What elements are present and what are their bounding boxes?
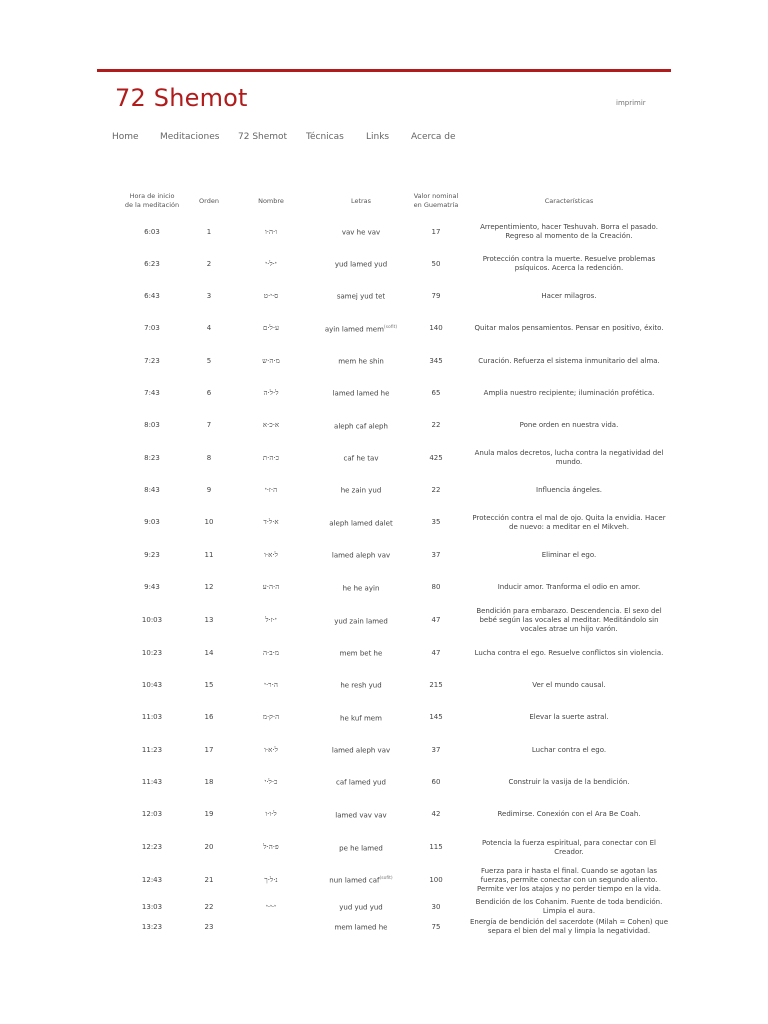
cell-order: 20	[204, 843, 214, 851]
cell-letters	[316, 280, 406, 312]
table-row	[112, 637, 672, 669]
cell-letters	[316, 345, 406, 377]
letters-text: ayin lamed mem	[324, 325, 384, 334]
cell-description	[466, 312, 672, 345]
cell-value: 75	[431, 922, 441, 931]
cell-letters	[316, 896, 406, 918]
cell-description	[466, 280, 672, 312]
cell-order: 17	[204, 745, 214, 754]
print-link[interactable]: imprimir	[616, 99, 646, 107]
cell-time: 7:03	[144, 324, 160, 332]
cell-time: 6:03	[144, 227, 160, 236]
cell-order: 7	[206, 421, 212, 429]
description-line: Amplia nuestro recipiente; iluminación profética.	[483, 388, 655, 397]
cell-value: 30	[431, 902, 441, 911]
table-row	[112, 474, 672, 506]
col-header-time	[112, 186, 192, 216]
cell-letters	[316, 831, 406, 864]
letters-text: mem lamed he	[334, 923, 388, 932]
cell-description	[466, 864, 672, 896]
description-line: Bendición de los Cohanim. Fuente de toda bendición.	[475, 898, 663, 906]
cell-order: 3	[206, 291, 212, 300]
cell-time: 8:23	[144, 453, 160, 462]
cell-time: 12:03	[141, 810, 163, 818]
col-header-value-line1: Valor nominal	[413, 192, 459, 200]
table-row	[112, 312, 672, 345]
cell-value: 65	[431, 388, 441, 397]
cell-order: 13	[204, 616, 214, 624]
cell-description	[466, 896, 672, 918]
cell-value: 79	[431, 291, 441, 300]
nav-72-shemot[interactable]: 72 Shemot	[238, 132, 288, 142]
cell-order: 18	[204, 777, 214, 786]
description-line: Ver el mundo causal.	[532, 680, 606, 689]
nav-links[interactable]: Links	[366, 132, 390, 142]
cell-hebrew-name: א·ל·ד	[263, 518, 279, 526]
cell-hebrew-name: י·י·י	[266, 902, 276, 911]
cell-letters	[316, 864, 406, 896]
cell-order: 6	[206, 388, 212, 397]
cell-value: 140	[429, 324, 443, 332]
letters-text: lamed lamed he	[332, 389, 390, 398]
cell-letters	[316, 442, 406, 474]
table-row	[112, 539, 672, 571]
cell-hebrew-name: ס·י·ט	[263, 291, 279, 300]
cell-order: 22	[204, 902, 214, 911]
cell-time: 10:03	[141, 616, 163, 624]
col-header-desc: Características	[544, 196, 594, 205]
letters-text: vav he vav	[341, 228, 381, 237]
cell-hebrew-name: ה·ז·י	[264, 485, 278, 494]
description-line: Hacer milagros.	[541, 291, 597, 300]
table-row	[112, 604, 672, 637]
letters-text: caf he tav	[343, 454, 379, 463]
description-line: Pone orden en nuestra vida.	[519, 421, 619, 429]
description-line: Influencia ángeles.	[536, 485, 602, 494]
cell-order: 5	[206, 356, 212, 365]
table-row	[112, 766, 672, 798]
cell-description	[466, 345, 672, 377]
table-row	[112, 248, 672, 280]
letters-text: he zain yud	[340, 486, 382, 495]
cell-value: 37	[431, 745, 441, 754]
cell-value: 145	[429, 713, 443, 721]
cell-value: 35	[431, 518, 441, 526]
cell-time: 7:23	[144, 356, 160, 365]
header-rule	[97, 69, 671, 72]
cell-description	[466, 734, 672, 766]
cell-time: 11:43	[141, 777, 163, 786]
cell-letters	[316, 604, 406, 637]
description-line: fuerzas, permite conectar con un segundo aliento.	[480, 875, 658, 884]
letters-text: aleph caf aleph	[334, 422, 388, 431]
cell-hebrew-name: ל·א·ו	[264, 550, 278, 559]
letters-text: mem he shin	[338, 357, 384, 366]
table-row	[112, 896, 672, 918]
cell-hebrew-name: ל·א·ו	[264, 745, 278, 754]
cell-letters	[316, 506, 406, 539]
cell-letters	[316, 798, 406, 831]
description-line: Fuerza para ir hasta el final. Cuando se agotan las	[480, 866, 658, 875]
description-line: de nuevo: a meditar en el Mikveh.	[509, 522, 629, 531]
description-line: vocales atrae un hijo varón.	[520, 625, 618, 633]
cell-letters	[316, 409, 406, 442]
cell-order: 14	[204, 648, 214, 657]
cell-time: 9:43	[144, 583, 160, 591]
cell-description	[466, 701, 672, 734]
table-row	[112, 864, 672, 896]
cell-description	[466, 409, 672, 442]
cell-time: 9:23	[144, 550, 160, 559]
cell-letters	[316, 312, 406, 345]
letters-text: lamed vav vav	[335, 811, 387, 820]
cell-hebrew-name: ו·ה·ו	[264, 227, 278, 236]
cell-description	[466, 604, 672, 637]
cell-description	[466, 831, 672, 864]
cell-hebrew-name: א·כ·א	[262, 421, 280, 429]
cell-value: 22	[431, 421, 441, 429]
cell-description	[466, 798, 672, 831]
cell-order: 12	[204, 583, 214, 591]
description-line: Arrepentimiento, hacer Teshuvah. Borra el pasado.	[480, 223, 658, 231]
cell-order: 16	[204, 713, 214, 721]
cell-order: 4	[206, 324, 212, 332]
cell-description	[466, 506, 672, 539]
cell-value: 100	[429, 875, 443, 884]
table-row	[112, 216, 672, 248]
cell-value: 47	[431, 648, 441, 657]
cell-order: 8	[206, 453, 212, 462]
cell-time: 11:03	[141, 713, 163, 721]
table-row	[112, 734, 672, 766]
cell-hebrew-name: מ·ה·ש	[262, 356, 280, 365]
cell-letters	[316, 571, 406, 604]
col-header-value	[406, 186, 466, 216]
cell-time: 12:43	[141, 875, 163, 884]
table-row	[112, 409, 672, 442]
nav-meditaciones[interactable]: Meditaciones	[160, 132, 220, 142]
cell-description	[466, 669, 672, 701]
description-line: Regreso al momento de la Creación.	[505, 232, 633, 240]
description-line: Curación. Refuerza el sistema inmunitario del alma.	[478, 356, 660, 365]
cell-letters	[316, 474, 406, 506]
description-line: Luchar contra el ego.	[531, 745, 607, 754]
cell-value: 22	[431, 485, 441, 494]
cell-time: 6:23	[144, 259, 160, 268]
letters-text: pe he lamed	[339, 844, 383, 853]
cell-time: 8:03	[144, 421, 160, 429]
cell-value: 37	[431, 550, 441, 559]
cell-value: 42	[431, 810, 441, 818]
nav-tecnicas[interactable]: Técnicas	[306, 132, 344, 142]
cell-hebrew-name: ה·ר·י	[264, 680, 278, 689]
cell-time: 8:43	[144, 485, 160, 494]
cell-order: 15	[204, 680, 214, 689]
cell-time: 10:43	[141, 680, 163, 689]
description-line: Eliminar el ego.	[541, 550, 597, 559]
sofit-note: (sofit)	[379, 876, 393, 882]
cell-letters	[316, 734, 406, 766]
cell-value: 60	[431, 777, 441, 786]
cell-description	[466, 637, 672, 669]
cell-value: 50	[431, 259, 441, 268]
cell-time: 9:03	[144, 518, 160, 526]
cell-hebrew-name: ל·ל·ה	[263, 388, 279, 397]
description-line: Limpia el aura.	[542, 907, 596, 915]
description-line: Lucha contra el ego. Resuelve conflictos sin violencia.	[474, 648, 664, 657]
description-line: Quitar malos pensamientos. Pensar en positivo, éxito.	[474, 324, 664, 332]
table-header-row	[112, 186, 672, 216]
cell-hebrew-name: נ·ל·ך	[264, 875, 278, 884]
cell-value: 215	[429, 680, 443, 689]
cell-value: 425	[429, 453, 443, 462]
cell-letters	[316, 216, 406, 248]
cell-value: 17	[431, 227, 441, 236]
description-line: Inducir amor. Tranforma el odio en amor.	[497, 583, 641, 591]
letters-text: lamed aleph vav	[331, 551, 391, 560]
cell-hebrew-name: י·ז·ל	[265, 616, 277, 624]
cell-value: 115	[429, 843, 443, 851]
col-header-letters: Letras	[350, 196, 372, 205]
description-line: Creador.	[554, 847, 584, 856]
cell-letters	[316, 377, 406, 409]
description-line: separa el bien del mal y limpia la negatividad.	[487, 927, 651, 935]
letters-text: samej yud tet	[336, 292, 386, 301]
description-line: Protección contra el mal de ojo. Quita la envidia. Hacer	[472, 513, 666, 522]
table-row	[112, 442, 672, 474]
cell-description	[466, 248, 672, 280]
cell-value: 80	[431, 583, 441, 591]
cell-description	[466, 766, 672, 798]
table-row	[112, 831, 672, 864]
cell-hebrew-name: כ·ל·י	[264, 777, 278, 786]
sofit-note: (sofit)	[383, 324, 398, 330]
cell-description	[466, 918, 672, 936]
letters-text: mem bet he	[339, 649, 383, 658]
cell-hebrew-name: ל·ו·ו	[265, 810, 277, 818]
col-header-time-line2: de la meditación	[124, 201, 180, 209]
cell-description	[466, 539, 672, 571]
cell-time: 13:23	[141, 922, 163, 931]
names-table	[112, 186, 672, 936]
cell-value: 345	[429, 356, 443, 365]
cell-order: 23	[204, 922, 214, 931]
cell-hebrew-name	[226, 918, 316, 936]
cell-order: 21	[204, 875, 214, 884]
cell-order: 2	[206, 259, 212, 268]
description-line: psíquicos. Acerca la redención.	[514, 264, 624, 272]
description-line: Redimirse. Conexión con el Ara Be Coah.	[497, 810, 641, 818]
cell-order: 19	[204, 810, 214, 818]
cell-hebrew-name: ה·ה·ע	[262, 583, 280, 591]
cell-letters	[316, 637, 406, 669]
cell-time: 11:23	[141, 745, 163, 754]
cell-description	[466, 442, 672, 474]
letters-text: yud yud yud	[339, 903, 383, 912]
col-header-value-line2: en Guematría	[413, 201, 459, 209]
cell-hebrew-name: כ·ה·ת	[262, 453, 280, 462]
description-line: Elevar la suerte astral.	[529, 713, 609, 721]
cell-hebrew-name: פ·ה·ל	[263, 843, 279, 851]
cell-time: 10:23	[141, 648, 163, 657]
description-line: Anula malos decretos, lucha contra la negatividad del	[474, 449, 664, 457]
cell-letters	[316, 248, 406, 280]
table-body	[112, 216, 672, 936]
letters-text: he he ayin	[342, 584, 380, 593]
description-line: Construir la vasija de la bendición.	[508, 777, 630, 786]
cell-hebrew-name: ע·ל·ם	[262, 324, 280, 332]
letters-text: yud zain lamed	[334, 617, 388, 626]
letters-text: aleph lamed dalet	[329, 519, 393, 528]
col-header-time-line1: Hora de inicio	[129, 192, 175, 200]
description-line: mundo.	[555, 458, 583, 466]
col-header-name: Nombre	[258, 196, 284, 205]
cell-time: 6:43	[144, 291, 160, 300]
description-line: Bendición para embarazo. Descendencia. El sexo del	[476, 607, 662, 615]
table-row	[112, 798, 672, 831]
table-row	[112, 377, 672, 409]
letters-text: nun lamed caf	[329, 876, 380, 885]
cell-hebrew-name: מ·ב·ה	[263, 648, 279, 657]
table-row	[112, 345, 672, 377]
description-line: bebé según las vocales al meditar. Meditándolo sin	[479, 616, 659, 624]
letters-text: he resh yud	[340, 681, 382, 690]
col-header-order: Orden	[199, 196, 219, 205]
letters-text: caf lamed yud	[336, 778, 386, 787]
description-line: Permite ver los atajos y no perder tiempo en la vida.	[476, 884, 662, 893]
cell-order: 11	[204, 550, 214, 559]
cell-description	[466, 216, 672, 248]
cell-description	[466, 474, 672, 506]
cell-letters	[316, 766, 406, 798]
letters-text: yud lamed yud	[334, 260, 388, 269]
table-row	[112, 669, 672, 701]
cell-letters	[316, 918, 406, 936]
cell-letters	[316, 701, 406, 734]
table-row	[112, 701, 672, 734]
letters-text: he kuf mem	[340, 714, 382, 723]
description-line: Potencia la fuerza espiritual, para conectar con El	[482, 838, 656, 847]
cell-order: 1	[206, 227, 212, 236]
letters-text: lamed aleph vav	[331, 746, 391, 755]
table-row	[112, 571, 672, 604]
cell-letters	[316, 539, 406, 571]
cell-time: 13:03	[141, 902, 163, 911]
cell-hebrew-name: י·ל·י	[265, 259, 277, 268]
nav-acerca-de[interactable]: Acerca de	[411, 132, 456, 142]
nav-home[interactable]: Home	[112, 132, 139, 142]
table-row	[112, 280, 672, 312]
table-row	[112, 506, 672, 539]
cell-description	[466, 377, 672, 409]
cell-order: 9	[206, 485, 212, 494]
page-title: 72 Shemot	[115, 84, 248, 112]
cell-value: 47	[431, 616, 441, 624]
cell-order: 10	[204, 518, 214, 526]
cell-time: 7:43	[144, 388, 160, 397]
cell-hebrew-name: ה·ק·מ	[262, 713, 280, 721]
cell-letters	[316, 669, 406, 701]
cell-description	[466, 571, 672, 604]
table-row	[112, 918, 672, 936]
description-line: Protección contra la muerte. Resuelve problemas	[482, 255, 656, 263]
description-line: Energía de bendición del sacerdote (Milah = Cohen) que	[469, 918, 669, 926]
cell-time: 12:23	[141, 843, 163, 851]
